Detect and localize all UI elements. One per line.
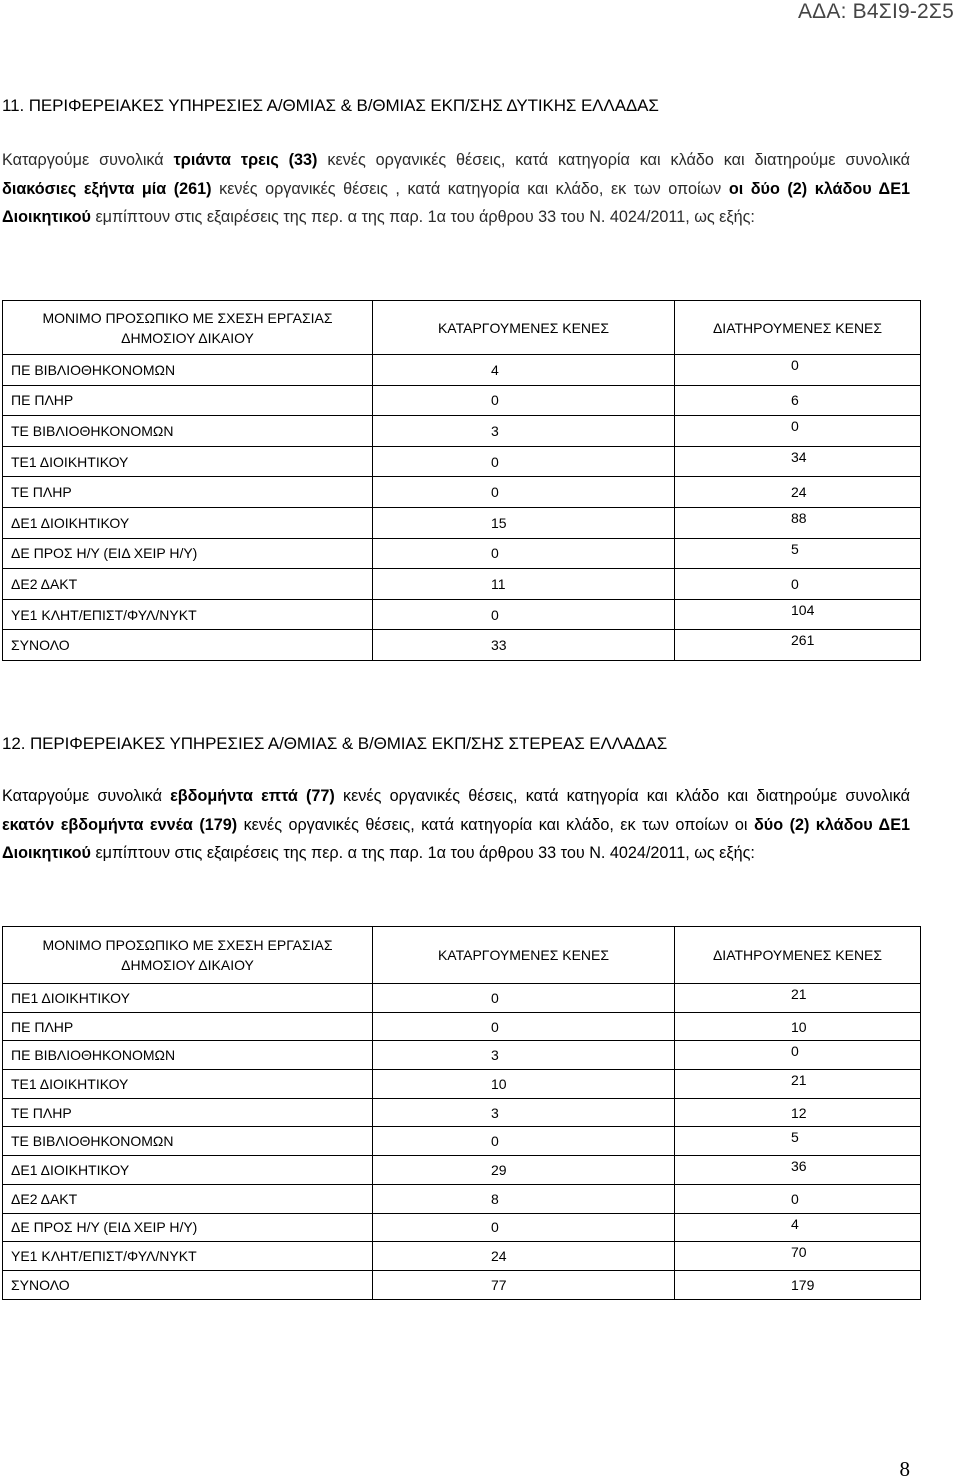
- cell-retained: 88: [675, 507, 921, 538]
- para-text: εμπίπτουν στις εξαιρέσεις της περ. α της παρ. 1α του άρθρου 33 του Ν. 4024/2011, ως εξής:: [90, 208, 755, 227]
- cell-abolished: 0: [373, 477, 675, 508]
- table-row: [3, 477, 921, 508]
- cell-retained: 0: [675, 355, 921, 386]
- table-row: [3, 1270, 921, 1299]
- table-row: [3, 984, 921, 1013]
- cell-abolished: 0: [373, 385, 675, 416]
- cell-retained: 0: [675, 569, 921, 600]
- para-text: κενές οργανικές θέσεις, κατά κατηγορία και κλάδο και διατηρούμε συνολικά: [317, 151, 910, 169]
- section-12-table: [2, 926, 921, 1300]
- cell-retained: 21: [675, 1070, 921, 1099]
- cell-abolished: 8: [373, 1184, 675, 1213]
- para-text: Καταργούμε συνολικά: [2, 787, 171, 805]
- cell-retained: 12: [675, 1098, 921, 1127]
- cell-category: ΠΕ ΠΛΗΡ: [3, 385, 373, 416]
- cell-category: ΤΕ ΒΙΒΛΙΟΘΗΚΟΝΟΜΩΝ: [3, 416, 373, 447]
- cell-abolished: 29: [373, 1156, 675, 1185]
- cell-category: ΤΕ ΒΙΒΛΙΟΘΗΚΟΝΟΜΩΝ: [3, 1127, 373, 1156]
- table-row: [3, 569, 921, 600]
- table-row: [3, 416, 921, 447]
- section-11-paragraph: [2, 146, 910, 232]
- cell-retained: 5: [675, 1127, 921, 1156]
- cell-abolished: 0: [373, 599, 675, 630]
- table-row: [3, 1184, 921, 1213]
- table-row: [3, 1070, 921, 1099]
- cell-category: ΔΕ1 ΔΙΟΙΚΗΤΙΚΟΥ: [3, 507, 373, 538]
- header-retained: ΔΙΑΤΗΡΟΥΜΕΝΕΣ ΚΕΝΕΣ: [675, 927, 921, 984]
- cell-retained: 10: [675, 1012, 921, 1041]
- cell-abolished: 0: [373, 1213, 675, 1242]
- cell-retained: 104: [675, 599, 921, 630]
- cell-category: ΤΕ ΠΛΗΡ: [3, 477, 373, 508]
- header-abolished: ΚΑΤΑΡΓΟΥΜΕΝΕΣ ΚΕΝΕΣ: [373, 927, 675, 984]
- cell-category: ΔΕ ΠΡΟΣ Η/Υ (ΕΙΔ ΧΕΙΡ Η/Υ): [3, 1213, 373, 1242]
- cell-retained: 4: [675, 1213, 921, 1242]
- para-bold: εκατόν εβδομήντα εννέα (179): [2, 815, 238, 834]
- para-bold: δύο (2) κλάδου ΔΕ1 Διοικητικού: [2, 815, 910, 863]
- cell-abolished: 3: [373, 416, 675, 447]
- table-header-row: [3, 301, 921, 355]
- cell-abolished: 0: [373, 446, 675, 477]
- table-row: [3, 507, 921, 538]
- cell-category: ΣΥΝΟΛΟ: [3, 1270, 373, 1299]
- table-row: [3, 1098, 921, 1127]
- table-row: [3, 1041, 921, 1070]
- cell-abolished: 0: [373, 1127, 675, 1156]
- para-bold: τριάντα τρεις (33): [173, 151, 318, 169]
- header-retained: ΔΙΑΤΗΡΟΥΜΕΝΕΣ ΚΕΝΕΣ: [675, 301, 921, 355]
- cell-category: ΠΕ1 ΔΙΟΙΚΗΤΙΚΟΥ: [3, 984, 373, 1013]
- para-text: κενές οργανικές θέσεις , κατά κατηγορία και κλάδο, εκ των οποίων: [211, 179, 729, 198]
- header-abolished: ΚΑΤΑΡΓΟΥΜΕΝΕΣ ΚΕΝΕΣ: [373, 301, 675, 355]
- table-row: [3, 385, 921, 416]
- section-11-table: [2, 300, 921, 661]
- cell-retained: 6: [675, 385, 921, 416]
- para-text: Καταργούμε συνολικά: [2, 151, 174, 169]
- table-row: [3, 1156, 921, 1185]
- cell-category: ΠΕ ΒΙΒΛΙΟΘΗΚΟΝΟΜΩΝ: [3, 1041, 373, 1070]
- cell-abolished: 10: [373, 1070, 675, 1099]
- cell-abolished: 3: [373, 1098, 675, 1127]
- header-category: ΜΟΝΙΜΟ ΠΡΟΣΩΠΙΚΟ ΜΕ ΣΧΕΣΗ ΕΡΓΑΣΙΑΣ ΔΗΜΟΣΙΟΥ ΔΙΚΑΙΟΥ: [3, 301, 373, 355]
- table-row: [3, 1213, 921, 1242]
- table-row: [3, 1242, 921, 1271]
- para-bold: οι δύο (2) κλάδου ΔΕ1 Διοικητικού: [2, 179, 910, 227]
- cell-retained: 70: [675, 1242, 921, 1271]
- section-11-title: 11. ΠΕΡΙΦΕΡΕΙΑΚΕΣ ΥΠΗΡΕΣΙΕΣ Α/ΘΜΙΑΣ & Β/ΘΜΙΑΣ ΕΚΠ/ΣΗΣ ΔΥΤΙΚΗΣ ΕΛΛΑΔΑΣ: [2, 96, 659, 115]
- cell-abolished: 0: [373, 538, 675, 569]
- cell-retained: 21: [675, 984, 921, 1013]
- page-number: 8: [899, 1457, 910, 1481]
- cell-retained: 179: [675, 1270, 921, 1299]
- para-bold: διακόσιες εξήντα μία (261): [2, 179, 212, 198]
- cell-abolished: 0: [373, 984, 675, 1013]
- para-bold: εβδομήντα επτά (77): [170, 787, 335, 805]
- cell-retained: 0: [675, 1184, 921, 1213]
- cell-abolished: 24: [373, 1242, 675, 1271]
- cell-category: ΔΕ2 ΔΑΚΤ: [3, 569, 373, 600]
- cell-abolished: 15: [373, 507, 675, 538]
- cell-category: ΥΕ1 ΚΛΗΤ/ΕΠΙΣΤ/ΦΥΛ/ΝΥΚΤ: [3, 1242, 373, 1271]
- cell-category: ΔΕ1 ΔΙΟΙΚΗΤΙΚΟΥ: [3, 1156, 373, 1185]
- table-row: [3, 538, 921, 569]
- cell-retained: 261: [675, 630, 921, 661]
- table-row: [3, 446, 921, 477]
- table-header-row: [3, 927, 921, 984]
- cell-abolished: 11: [373, 569, 675, 600]
- section-12-paragraph: [2, 782, 910, 868]
- table-row: [3, 355, 921, 386]
- cell-abolished: 4: [373, 355, 675, 386]
- header-category: ΜΟΝΙΜΟ ΠΡΟΣΩΠΙΚΟ ΜΕ ΣΧΕΣΗ ΕΡΓΑΣΙΑΣ ΔΗΜΟΣΙΟΥ ΔΙΚΑΙΟΥ: [3, 927, 373, 984]
- cell-abolished: 0: [373, 1012, 675, 1041]
- cell-category: ΔΕ ΠΡΟΣ Η/Υ (ΕΙΔ ΧΕΙΡ Η/Υ): [3, 538, 373, 569]
- para-text: εμπίπτουν στις εξαιρέσεις της περ. α της παρ. 1α του άρθρου 33 του Ν. 4024/2011, ως εξής:: [90, 844, 755, 863]
- cell-retained: 34: [675, 446, 921, 477]
- cell-retained: 0: [675, 416, 921, 447]
- cell-abolished: 77: [373, 1270, 675, 1299]
- cell-category: ΤΕ ΠΛΗΡ: [3, 1098, 373, 1127]
- cell-category: ΤΕ1 ΔΙΟΙΚΗΤΙΚΟΥ: [3, 446, 373, 477]
- para-text: κενές οργανικές θέσεις, κατά κατηγορία και κλάδο, εκ των οποίων οι: [237, 815, 754, 834]
- cell-category: ΠΕ ΠΛΗΡ: [3, 1012, 373, 1041]
- section-12-title: 12. ΠΕΡΙΦΕΡΕΙΑΚΕΣ ΥΠΗΡΕΣΙΕΣ Α/ΘΜΙΑΣ & Β/ΘΜΙΑΣ ΕΚΠ/ΣΗΣ ΣΤΕΡΕΑΣ ΕΛΛΑΔΑΣ: [2, 734, 668, 753]
- cell-retained: 5: [675, 538, 921, 569]
- table-row: [3, 1012, 921, 1041]
- cell-category: ΥΕ1 ΚΛΗΤ/ΕΠΙΣΤ/ΦΥΛ/ΝΥΚΤ: [3, 599, 373, 630]
- ada-code: ΑΔΑ: Β4ΣΙ9-2Σ5: [797, 0, 954, 23]
- para-text: κενές οργανικές θέσεις, κατά κατηγορία και κλάδο και διατηρούμε συνολικά: [334, 787, 910, 805]
- table-row: [3, 1127, 921, 1156]
- table-row: [3, 599, 921, 630]
- cell-abolished: 3: [373, 1041, 675, 1070]
- cell-category: ΤΕ1 ΔΙΟΙΚΗΤΙΚΟΥ: [3, 1070, 373, 1099]
- cell-category: ΠΕ ΒΙΒΛΙΟΘΗΚΟΝΟΜΩΝ: [3, 355, 373, 386]
- cell-category: ΔΕ2 ΔΑΚΤ: [3, 1184, 373, 1213]
- cell-abolished: 33: [373, 630, 675, 661]
- cell-category: ΣΥΝΟΛΟ: [3, 630, 373, 661]
- table-row: [3, 630, 921, 661]
- cell-retained: 36: [675, 1156, 921, 1185]
- cell-retained: 0: [675, 1041, 921, 1070]
- cell-retained: 24: [675, 477, 921, 508]
